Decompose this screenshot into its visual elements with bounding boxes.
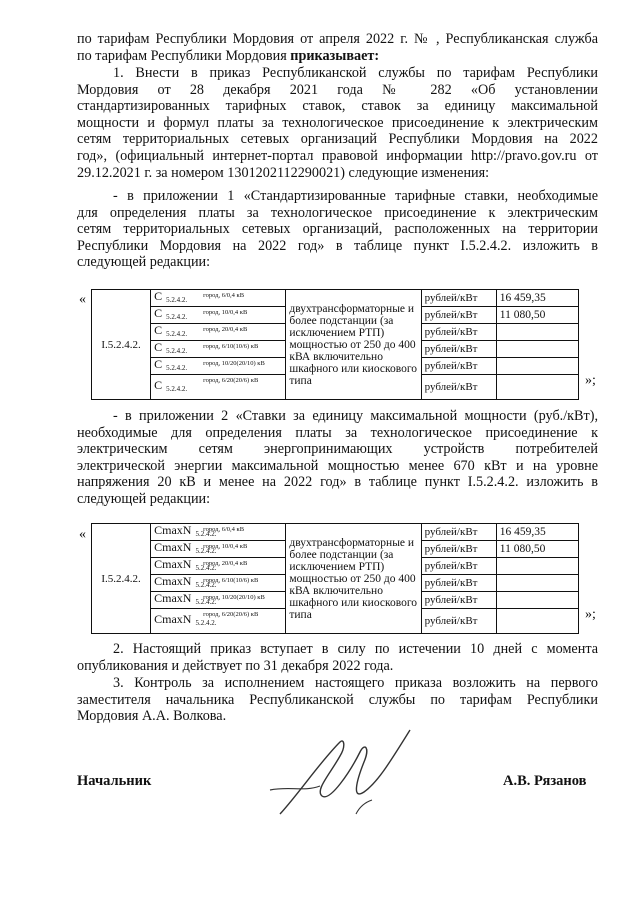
item1-line-4: мощности и формул платы за технологическое присоединение к электрическим [77,114,598,131]
item-3-paragraph [77,675,598,725]
item1-line-5: сетям территориальных сетевых организаций Республики Мордовия на 2022 [77,131,598,148]
table-2-open-quote: « [79,527,86,542]
value-cell: 16 459,35 [496,524,578,541]
table-1 [91,289,579,400]
appendix-1-paragraph [77,188,598,271]
unit-cell: рублей/кВт [421,609,496,634]
item-code-cell: I.5.2.4.2. [92,290,151,400]
voltage-note: город, 10/20(20/10) кВ [203,360,265,367]
unit-cell: рублей/кВт [421,358,496,375]
appendix2-line-3: электрическим сетям энергопринимающих устройств потребителей [77,441,598,458]
voltage-note: город, 6/0,4 кВ [203,292,245,299]
value-cell [496,592,578,609]
voltage-note: город, 10/0,4 кВ [203,309,248,316]
unit-cell: рублей/кВт [421,592,496,609]
appendix2-line-1: - в приложении 2 «Ставки за единицу максимальной мощности (руб./кВт), [113,408,598,424]
item3-line-2: заместителя начальника Республиканской службы по тарифам Республики [77,691,598,708]
unit-cell: рублей/кВт [421,375,496,400]
rate-symbol: С [154,306,163,320]
unit-cell: рублей/кВт [421,324,496,341]
rate-subscript: 5.2.4.2. [195,598,217,606]
rate-subscript: 5.2.4.2. [195,619,217,627]
rate-symbol-cell [151,592,286,609]
intro-line-1: по тарифам Республики Мордовия от апреля 2022 г. № , Республиканская служба [77,31,598,47]
item3-line-3: Мордовия А.А. Волкова. [77,708,227,725]
rate-symbol-cell [151,324,286,341]
signatory-name: А.В. Рязанов [503,773,587,789]
signatory-position: Начальник [77,773,152,789]
rate-symbol-cell [151,575,286,592]
unit-cell: рублей/кВт [421,558,496,575]
unit-cell: рублей/кВт [421,307,496,324]
voltage-note: город, 20/0,4 кВ [203,326,248,333]
rate-symbol: С [154,323,163,337]
unit-cell: рублей/кВт [421,290,496,307]
rate-symbol-cell [151,375,286,400]
voltage-note: город, 6/10(10/6) кВ [203,343,259,350]
item-2-paragraph [77,641,598,674]
rate-symbol: CmaxN [154,574,192,588]
item-code-cell: I.5.2.4.2. [92,524,151,634]
rate-subscript: 5.2.4.2. [195,581,217,589]
item3-line-1: 3. Контроль за исполнением настоящего приказа возложить на первого [113,675,598,691]
voltage-note: город, 6/20(20/6) кВ [203,377,259,384]
rate-symbol-cell [151,558,286,575]
item2-line-1: 2. Настоящий приказ вступает в силу по истечении 10 дней с момента [113,641,598,657]
voltage-note: город, 6/20(20/6) кВ [203,611,259,618]
handwritten-signature [260,722,430,822]
rate-symbol-cell [151,358,286,375]
item1-line-1: 1. Внести в приказ Республиканской службы по тарифам Республики [113,65,598,81]
voltage-note: город, 6/10(10/6) кВ [203,577,259,584]
appendix1-line-5: следующей редакции: [77,254,211,271]
order-keyword: приказывает: [290,47,380,64]
rate-symbol: С [154,357,163,371]
appendix1-line-3: сетям территориальных сетевых организаций, расположенных на территории [77,221,598,238]
unit-cell: рублей/кВт [421,524,496,541]
value-cell [496,341,578,358]
rate-symbol: CmaxN [154,523,192,537]
rate-symbol: С [154,378,163,392]
appendix2-line-2: необходимые для определения платы за технологическое присоединение к [77,424,598,441]
appendix2-line-4: электрической энергии максимальной мощностью менее 670 кВт и на уровне [77,457,598,474]
rate-subscript: 5.2.4.2. [195,530,217,538]
value-cell [496,375,578,400]
rate-subscript: 5.2.4.2. [195,564,217,572]
table-row [92,524,579,541]
voltage-note: город, 20/0,4 кВ [203,560,248,567]
rate-symbol: CmaxN [154,540,192,554]
appendix2-line-5: напряжения 20 кВ и менее на 2022 год» в таблице пункт I.5.2.4.2. изложить в [77,474,598,491]
voltage-note: город, 10/20(20/10) кВ [203,594,265,601]
value-cell: 11 080,50 [496,307,578,324]
table-2 [91,523,579,634]
value-cell: 11 080,50 [496,541,578,558]
rate-symbol-cell [151,541,286,558]
rate-symbol-cell [151,609,286,634]
unit-cell: рублей/кВт [421,575,496,592]
value-cell [496,609,578,634]
table-2-close-quote: »; [585,607,596,622]
value-cell [496,324,578,341]
item1-line-6: год», (официальный интернет-портал правовой информации http://pravo.gov.ru от [77,147,598,164]
rate-subscript: 5.2.4.2. [166,347,188,355]
rate-symbol: CmaxN [154,557,192,571]
substation-description-cell: двухтрансформаторные и более подстанции (за исключением РТП) мощностью от 250 до 400 кВА включительно шкафного или киоскового типа [286,290,421,400]
item1-line-2: Мордовия от 28 декабря 2021 года № 282 «Об установлении [77,81,598,98]
rate-symbol-cell [151,524,286,541]
item2-line-2: опубликования и действует по 31 декабря 2022 года. [77,657,394,674]
rate-subscript: 5.2.4.2. [195,547,217,555]
rate-symbol-cell [151,341,286,358]
rate-symbol: CmaxN [154,612,192,626]
voltage-note: город, 6/0,4 кВ [203,526,245,533]
intro-line-2 [77,48,598,65]
item1-line-3: стандартизированных тарифных ставок, ставок за единицу максимальной [77,98,598,115]
appendix1-line-4: Республики Мордовия на 2022 год» в таблице пункт I.5.2.4.2. изложить в [77,237,598,254]
table-row [92,290,579,307]
value-cell: 16 459,35 [496,290,578,307]
unit-cell: рублей/кВт [421,541,496,558]
rate-subscript: 5.2.4.2. [166,364,188,372]
item-1-paragraph [77,65,598,181]
value-cell [496,558,578,575]
appendix-2-paragraph [77,408,598,508]
rate-subscript: 5.2.4.2. [166,296,188,304]
rate-symbol-cell [151,290,286,307]
intro-paragraph [77,31,598,64]
rate-symbol: С [154,289,163,303]
rate-subscript: 5.2.4.2. [166,313,188,321]
item1-line-7: 29.12.2021 г. за номером 1301202112290021) следующие изменения: [77,164,490,181]
table-1-open-quote: « [79,292,86,307]
table-1-close-quote: »; [585,373,596,388]
rate-symbol-cell [151,307,286,324]
value-cell [496,358,578,375]
rate-symbol: CmaxN [154,591,192,605]
rate-subscript: 5.2.4.2. [166,385,188,393]
rate-symbol: С [154,340,163,354]
intro-line-2-text: по тарифам Республики Мордовия [77,47,291,64]
appendix1-line-1: - в приложении 1 «Стандартизированные тарифные ставки, необходимые [113,188,598,204]
value-cell [496,575,578,592]
rate-subscript: 5.2.4.2. [166,330,188,338]
voltage-note: город, 10/0,4 кВ [203,543,248,550]
substation-description-cell: двухтрансформаторные и более подстанции (за исключением РТП) мощностью от 250 до 400 кВА включительно шкафного или киоскового типа [286,524,421,634]
unit-cell: рублей/кВт [421,341,496,358]
appendix1-line-2: для определения платы за технологическое присоединение к электрическим [77,204,598,221]
appendix2-line-6: следующей редакции: [77,490,211,507]
